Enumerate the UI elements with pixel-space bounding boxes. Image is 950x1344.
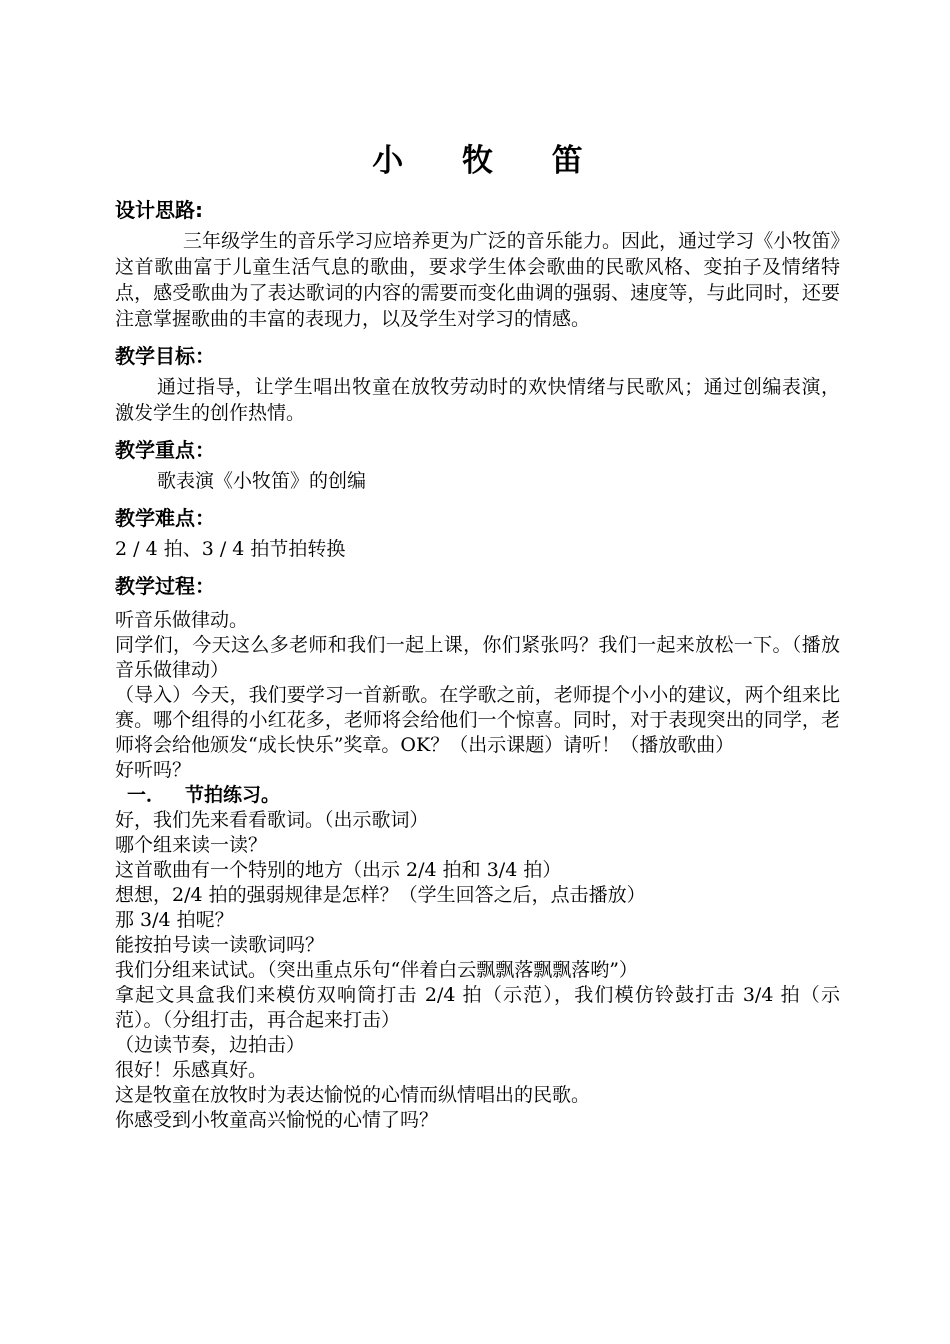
process-line: 能按拍号读一读歌词吗？	[115, 934, 325, 956]
teaching-process-body	[115, 608, 840, 1133]
process-line: 这首歌曲有一个特别的地方（出示 2/4 拍和 3/4 拍）	[115, 859, 562, 881]
section-heading-teaching-process: 教学过程：	[115, 574, 215, 598]
process-line: 我们分组来试试。（突出重点乐句“伴着白云飘飘落飘飘落哟”）	[115, 959, 638, 981]
process-line: 你感受到小牧童高兴愉悦的心情了吗？	[115, 1109, 439, 1131]
process-line: 拿起文具盒我们来模仿双响筒打击 2/4 拍（示范），我们模仿铃鼓打击 3/4 拍（示范）。（分组打击，再合起来打击）	[115, 984, 840, 1031]
process-line: 听音乐做律动。	[115, 609, 249, 631]
process-line: 好，我们先来看看歌词。（出示歌词）	[115, 809, 429, 831]
step-one-label: 节拍练习。	[185, 784, 281, 806]
section-body-difficult-points: 2 / 4 拍、3 / 4 拍节拍转换	[115, 538, 346, 560]
section-heading-teaching-goals: 教学目标：	[115, 344, 215, 368]
document-page	[115, 138, 840, 1133]
process-line: 想想，2/4 拍的强弱规律是怎样？（学生回答之后，点击播放）	[115, 884, 646, 906]
process-line: （导入）今天，我们要学习一首新歌。在学歌之前，老师提个小小的建议，两个组来比赛。哪个组得的小红花多，老师将会给他们一个惊喜。同时，对于表现突出的同学，老师将会给他颁发“成长快乐”奖章。OK？（出示课题）请听！（播放歌曲）	[115, 684, 840, 756]
section-body-teaching-goals: 通过指导，让学生唱出牧童在放牧劳动时的欢快情绪与民歌风；通过创编表演，激发学生的创作热情。	[115, 376, 840, 424]
process-line: （边读节奏，边拍击）	[115, 1034, 306, 1056]
process-line: 哪个组来读一读？	[115, 834, 268, 856]
section-heading-key-points: 教学重点：	[115, 438, 215, 462]
section-body-key-points: 歌表演《小牧笛》的创编	[157, 470, 367, 492]
step-one-number: 一．	[127, 784, 166, 806]
process-line: 好听吗？	[115, 759, 192, 781]
document-title: 小 牧 笛	[372, 143, 607, 179]
section-body-design-idea: 三年级学生的音乐学习应培养更为广泛的音乐能力。因此，通过学习《小牧笛》这首歌曲富于儿童生活气息的歌曲，要求学生体会歌曲的民歌风格、变拍子及情绪特点，感受歌曲为了表达歌词的内容的需要而变化曲调的强弱、速度等，与此同时，还要注意掌握歌曲的丰富的表现力，以及学生对学习的情感。	[115, 230, 840, 330]
process-line: 那 3/4 拍呢？	[115, 909, 234, 931]
section-heading-design-idea: 设计思路:	[115, 198, 203, 222]
step-one-heading	[115, 783, 840, 808]
process-line: 这是牧童在放牧时为表达愉悦的心情而纵情唱出的民歌。	[115, 1084, 591, 1106]
process-line: 同学们，今天这么多老师和我们一起上课，你们紧张吗？我们一起来放松一下。（播放音乐做律动）	[115, 634, 840, 681]
process-line: 很好！乐感真好。	[115, 1059, 268, 1081]
section-heading-difficult-points: 教学难点：	[115, 506, 215, 530]
